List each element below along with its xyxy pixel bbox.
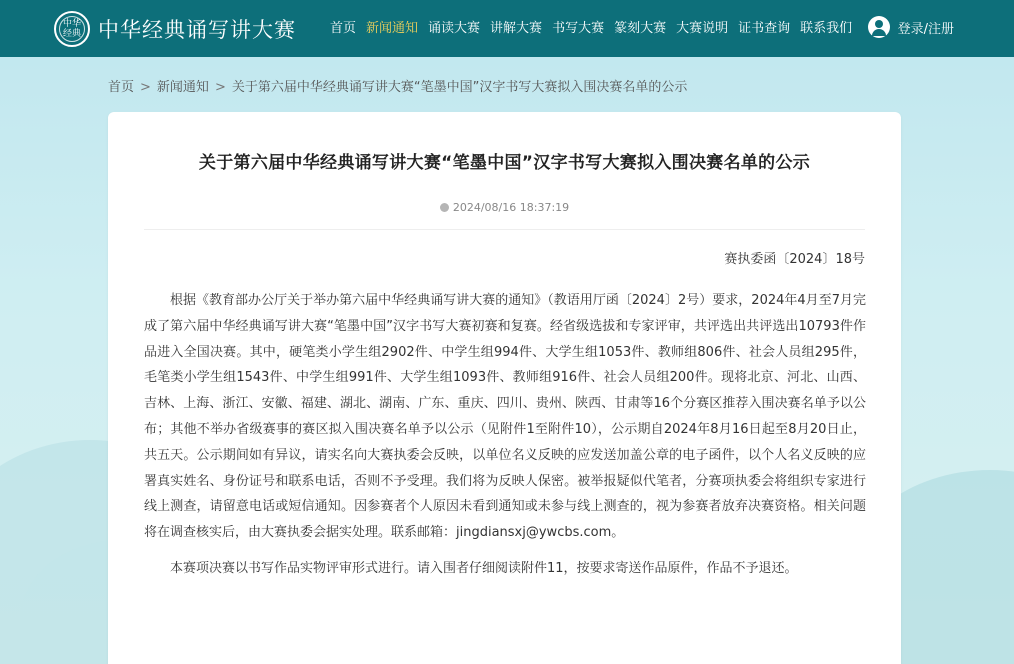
clock-icon	[440, 203, 449, 212]
breadcrumb-home[interactable]: 首页	[108, 80, 135, 95]
breadcrumb	[108, 76, 687, 95]
chevron-right-icon: >	[140, 80, 151, 95]
breadcrumb-current: 关于第六届中华经典诵写讲大赛“笔墨中国”汉字书写大赛拟入围决赛名单的公示	[231, 80, 688, 95]
login-button[interactable]	[868, 16, 954, 38]
nav-certificate[interactable]: 证书查询	[738, 21, 791, 36]
article-date-text: 2024/08/16 18:37:19	[452, 201, 570, 214]
nav-lecture[interactable]: 讲解大赛	[490, 21, 543, 36]
article-body	[144, 288, 866, 592]
main-nav	[330, 0, 862, 57]
logo-text: 中华经典诵写讲大赛	[98, 17, 296, 42]
article-paragraph: 本赛项决赛以书写作品实物评审形式进行。请入围者仔细阅读附件11，按要求寄送作品原件，作品不予退还。	[170, 560, 798, 576]
breadcrumb-section[interactable]: 新闻通知	[156, 80, 209, 95]
article-title: 关于第六届中华经典诵写讲大赛“笔墨中国”汉字书写大赛拟入围决赛名单的公示	[198, 153, 811, 173]
document-number: 赛执委函〔2024〕18号	[724, 252, 865, 267]
logo-seal-text: 中华经典	[59, 16, 85, 42]
logo-seal-icon	[54, 11, 90, 47]
nav-contact[interactable]: 联系我们	[800, 21, 853, 36]
nav-writing[interactable]: 书写大赛	[552, 21, 605, 36]
login-label: 登录/注册	[897, 21, 954, 37]
top-header	[0, 0, 1014, 57]
user-icon	[868, 16, 890, 38]
nav-rules[interactable]: 大赛说明	[676, 21, 729, 36]
chevron-right-icon: >	[214, 80, 226, 95]
site-logo[interactable]	[54, 11, 296, 47]
article-card	[108, 112, 901, 664]
nav-home[interactable]: 首页	[330, 21, 357, 36]
divider	[144, 229, 865, 230]
article-date	[108, 201, 901, 214]
article-paragraph: 根据《教育部办公厅关于举办第六届中华经典诵写讲大赛的通知》（教语用厅函〔2024〕2号）要求，2024年4月至7月完成了第六届中华经典诵写讲大赛“笔墨中国”汉字书写大赛初赛和复赛。经省级选拔和专家评审，共评选出共评选出10793件作品进入全国决赛。其中，硬笔类小学生组2902件、中学生组994件、大学生组1053件、教师组806件、社会人员组295件，毛笔类小学生组1543件、中学生组991件、大学生组1093件、教师组916件、社会人员组200件。现将北京、河北、山西、吉林、上海、浙江、安徽、福建、湖北、湖南、广东、重庆、四川、贵州、陕西、甘肃等16个分赛区推荐入围决赛名单予以公布；其他不举办省级赛事的赛区拟入围决赛名单予以公示（见附件1至附件10），公示期自2024年8月16日起至8月20日止，共五天。公示期间如有异议，请实名向大赛执委会反映，以单位名义反映的应发送加盖公章的电子函件，以个人名义反映的应署真实姓名、身份证号和联系电话，否则不予受理。我们将为反映人保密。被举报疑似代笔者，分赛项执委会将组织专家进行线上测查，请留意电话或短信通知。因参赛者个人原因未看到通知或未参与线上测查的，视为参赛者放弃决赛资格。相关问题将在调查核实后，由大赛执委会据实处理。联系邮箱：jingdiansxj@ywcbs.com。	[144, 293, 866, 541]
nav-recitation[interactable]: 诵读大赛	[428, 21, 481, 36]
nav-seal-carving[interactable]: 篆刻大赛	[614, 21, 667, 36]
nav-news[interactable]: 新闻通知	[366, 21, 419, 36]
